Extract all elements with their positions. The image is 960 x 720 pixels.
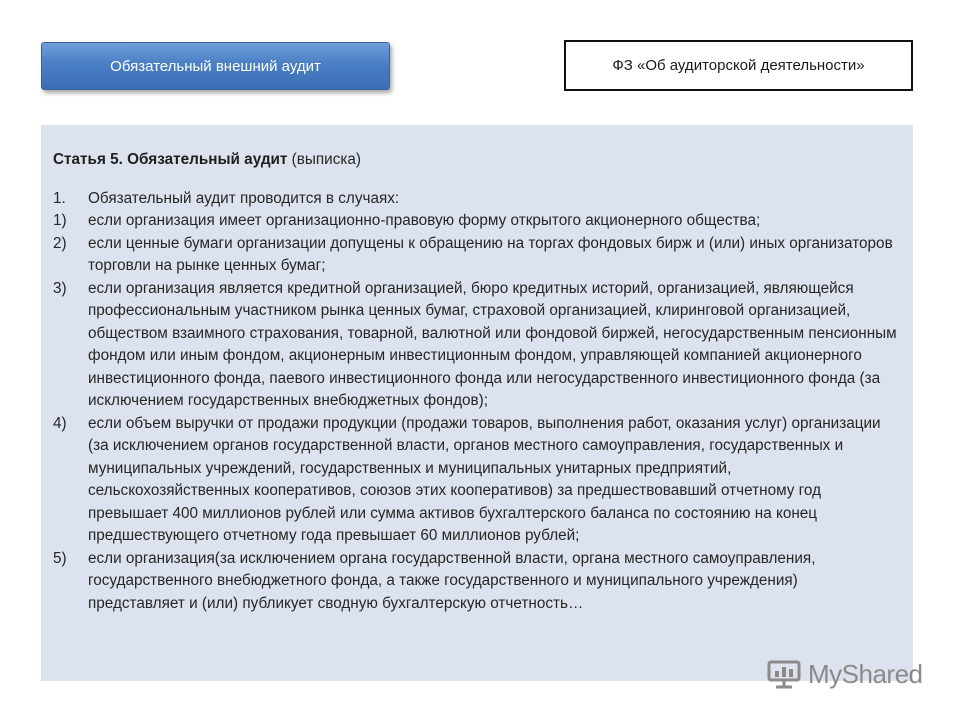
list-item-number: 3) [53, 279, 67, 297]
list-item [53, 233, 901, 278]
list-item [53, 278, 901, 413]
title-box [41, 42, 390, 90]
list-item [53, 210, 901, 233]
article-content [41, 125, 913, 681]
title-text: Обязательный внешний аудит [110, 57, 321, 75]
article-heading-note: (выписка) [287, 151, 361, 168]
watermark-text: MyShared [808, 658, 923, 689]
list-item-text: если организация(за исключением органа государственной власти, органа местного самоуправления, государственного внебюджетного фонда, а также государственного и муниципального учреждения) представляет и (или) публикует сводную бухгалтерскую отчетность… [88, 549, 816, 612]
list-item-text: если объем выручки от продажи продукции (продажи товаров, выполнения работ, оказания услуг) организации (за исключением органов государственной власти, органов местного самоуправления, государственных и муниципальных учреждений, государственных и муниципальных унитарных предприятий, сельскохозяйственных кооперативов, союзов этих кооперативов) за предшествовавший отчетному год превышает 400 миллионов рублей или сумма активов бухгалтерского баланса по состоянию на конец предшествующего отчетному года превышает 60 миллионов рублей; [88, 414, 881, 544]
list-item-text: если организация является кредитной организацией, бюро кредитных историй, организацией, являющейся профессиональным участником рынка ценных бумаг, страховой организацией, клиринговой организацией, обществом взаимного страхования, товарной, валютной или фондовой биржей, негосударственным пенсионным фондом или иным фондом, акционерным инвестиционным фондом, управляющей компанией акционерного инвестиционного фонда, паевого инвестиционного фонда или негосударственного инвестиционного фонда (за исключением государственных внебюджетных фондов); [88, 279, 897, 409]
list-item [53, 413, 901, 548]
projector-icon [766, 659, 802, 689]
list-item [53, 548, 901, 616]
list-item-number: 5) [53, 549, 67, 567]
list-item-text: если ценные бумаги организации допущены к обращению на торгах фондовых бирж и (или) иных организаторов торговли на рынке ценных бумаг; [88, 234, 893, 274]
list-item-text: если организация имеет организационно-правовую форму открытого акционерного общества; [88, 212, 761, 229]
law-reference-text: ФЗ «Об аудиторской деятельности» [612, 57, 865, 74]
list-item-text: Обязательный аудит проводится в случаях: [88, 189, 400, 207]
list-item-number: 1. [53, 189, 66, 207]
article-heading [53, 149, 901, 172]
law-reference-box [564, 40, 913, 91]
watermark [766, 656, 923, 692]
list-item-number: 4) [53, 414, 67, 432]
list-item-number: 2) [53, 234, 67, 252]
list-item-number: 1) [53, 212, 67, 229]
list-item [53, 188, 901, 211]
article-heading-bold: Статья 5. Обязательный аудит [53, 151, 288, 168]
